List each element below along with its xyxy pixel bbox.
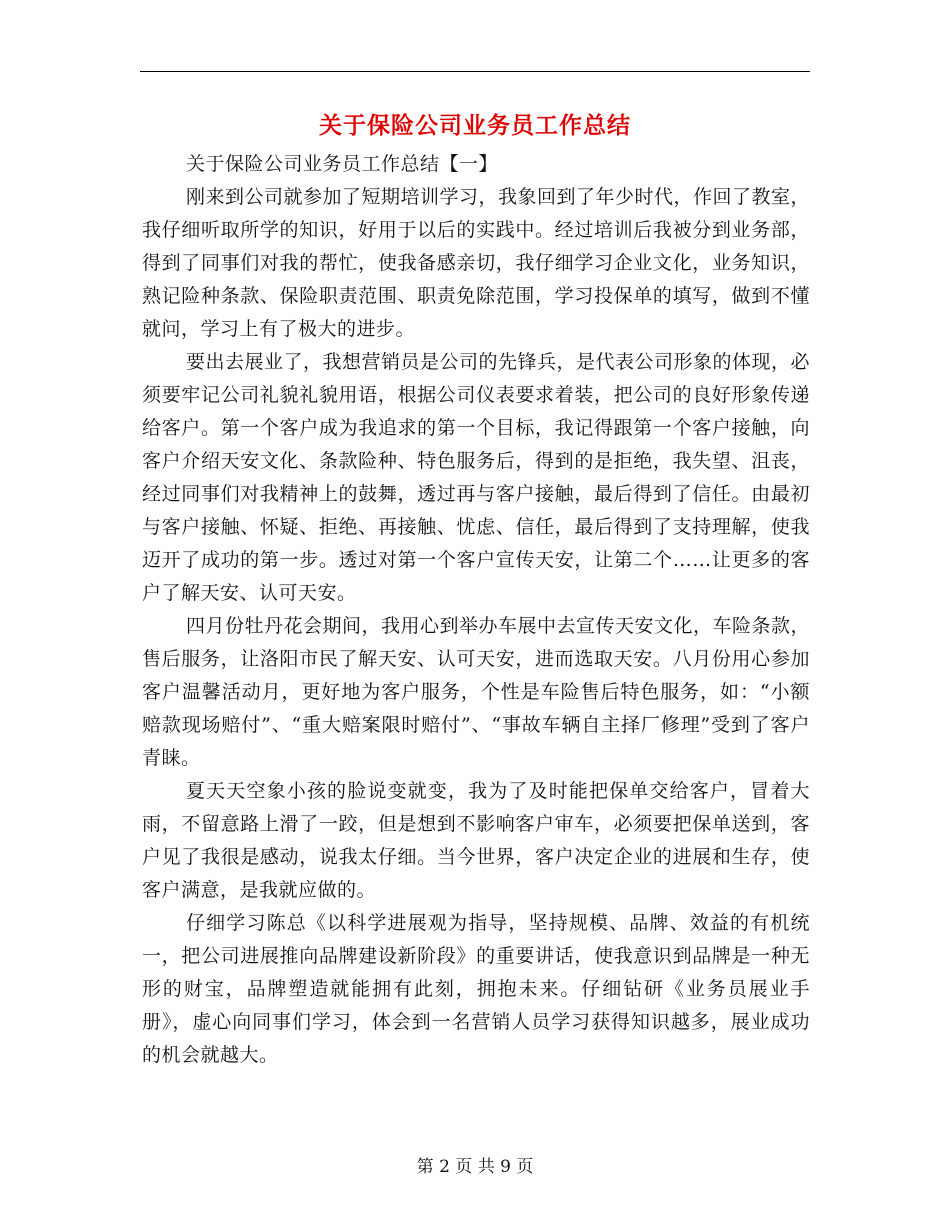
page-footer: 第 2 页 共 9 页 — [416, 1157, 534, 1177]
paragraph: 刚来到公司就参加了短期培训学习，我象回到了年少时代，作回了教室，我仔细听取所学的知识，好用于以后的实践中。经过培训后我被分到业务部，得到了同事们对我的帮忙，使我备感亲切，我仔细学习企业文化，业务知识，熟记险种条款、保险职责范围、职责免除范围，学习投保单的填写，做到不懂就问，学习上有了极大的进步。 — [142, 186, 811, 340]
paragraph: 要出去展业了，我想营销员是公司的先锋兵，是代表公司形象的体现，必须要牢记公司礼貌礼貌用语，根据公司仪表要求着装，把公司的良好形象传递给客户。第一个客户成为我追求的第一个目标，我记得跟第一个客户接触，向客户介绍天安文化、条款险种、特色服务后，得到的是拒绝，我失望、沮丧，经过同事们对我精神上的鼓舞，透过再与客户接触，最后得到了信任。由最初与客户接触、怀疑、拒绝、再接触、忧虑、信任，最后得到了支持理解，使我迈开了成功的第一步。透过对第一个客户宣传天安，让第二个……让更多的客户了解天安、认可天安。 — [142, 351, 811, 604]
paragraph: 仔细学习陈总《以科学进展观为指导，坚持规模、品牌、效益的有机统一，把公司进展推向品牌建设新阶段》的重要讲话，使我意识到品牌是一种无形的财宝，品牌塑造就能拥有此刻，拥抱未来。仔细钻研《业务员展业手册》，虚心向同事们学习，体会到一名营销人员学习获得知识越多，展业成功的机会就越大。 — [142, 912, 810, 1066]
header-rule — [140, 71, 810, 72]
paragraph: 四月份牡丹花会期间，我用心到举办车展中去宣传天安文化，车险条款，售后服务，让洛阳市民了解天安、认可天安，进而选取天安。八月份用心参加客户温馨活动月，更好地为客户服务，个性是车险售后特色服务，如：“小额赔款现场赔付”、“重大赔案限时赔付”、“事故车辆自主择厂修理”受到了客户青睐。 — [142, 615, 811, 769]
section-subtitle: 关于保险公司业务员工作总结【一】 — [186, 153, 499, 175]
document-body — [142, 148, 810, 1072]
document-title: 关于保险公司业务员工作总结 — [319, 112, 631, 139]
paragraph: 夏天天空象小孩的脸说变就变，我为了及时能把保单交给客户，冒着大雨，不留意路上滑了一跤，但是想到不影响客户审车，必须要把保单送到，客户见了我很是感动，说我太仔细。当今世界，客户决定企业的进展和生存，使客户满意，是我就应做的。 — [142, 780, 810, 901]
